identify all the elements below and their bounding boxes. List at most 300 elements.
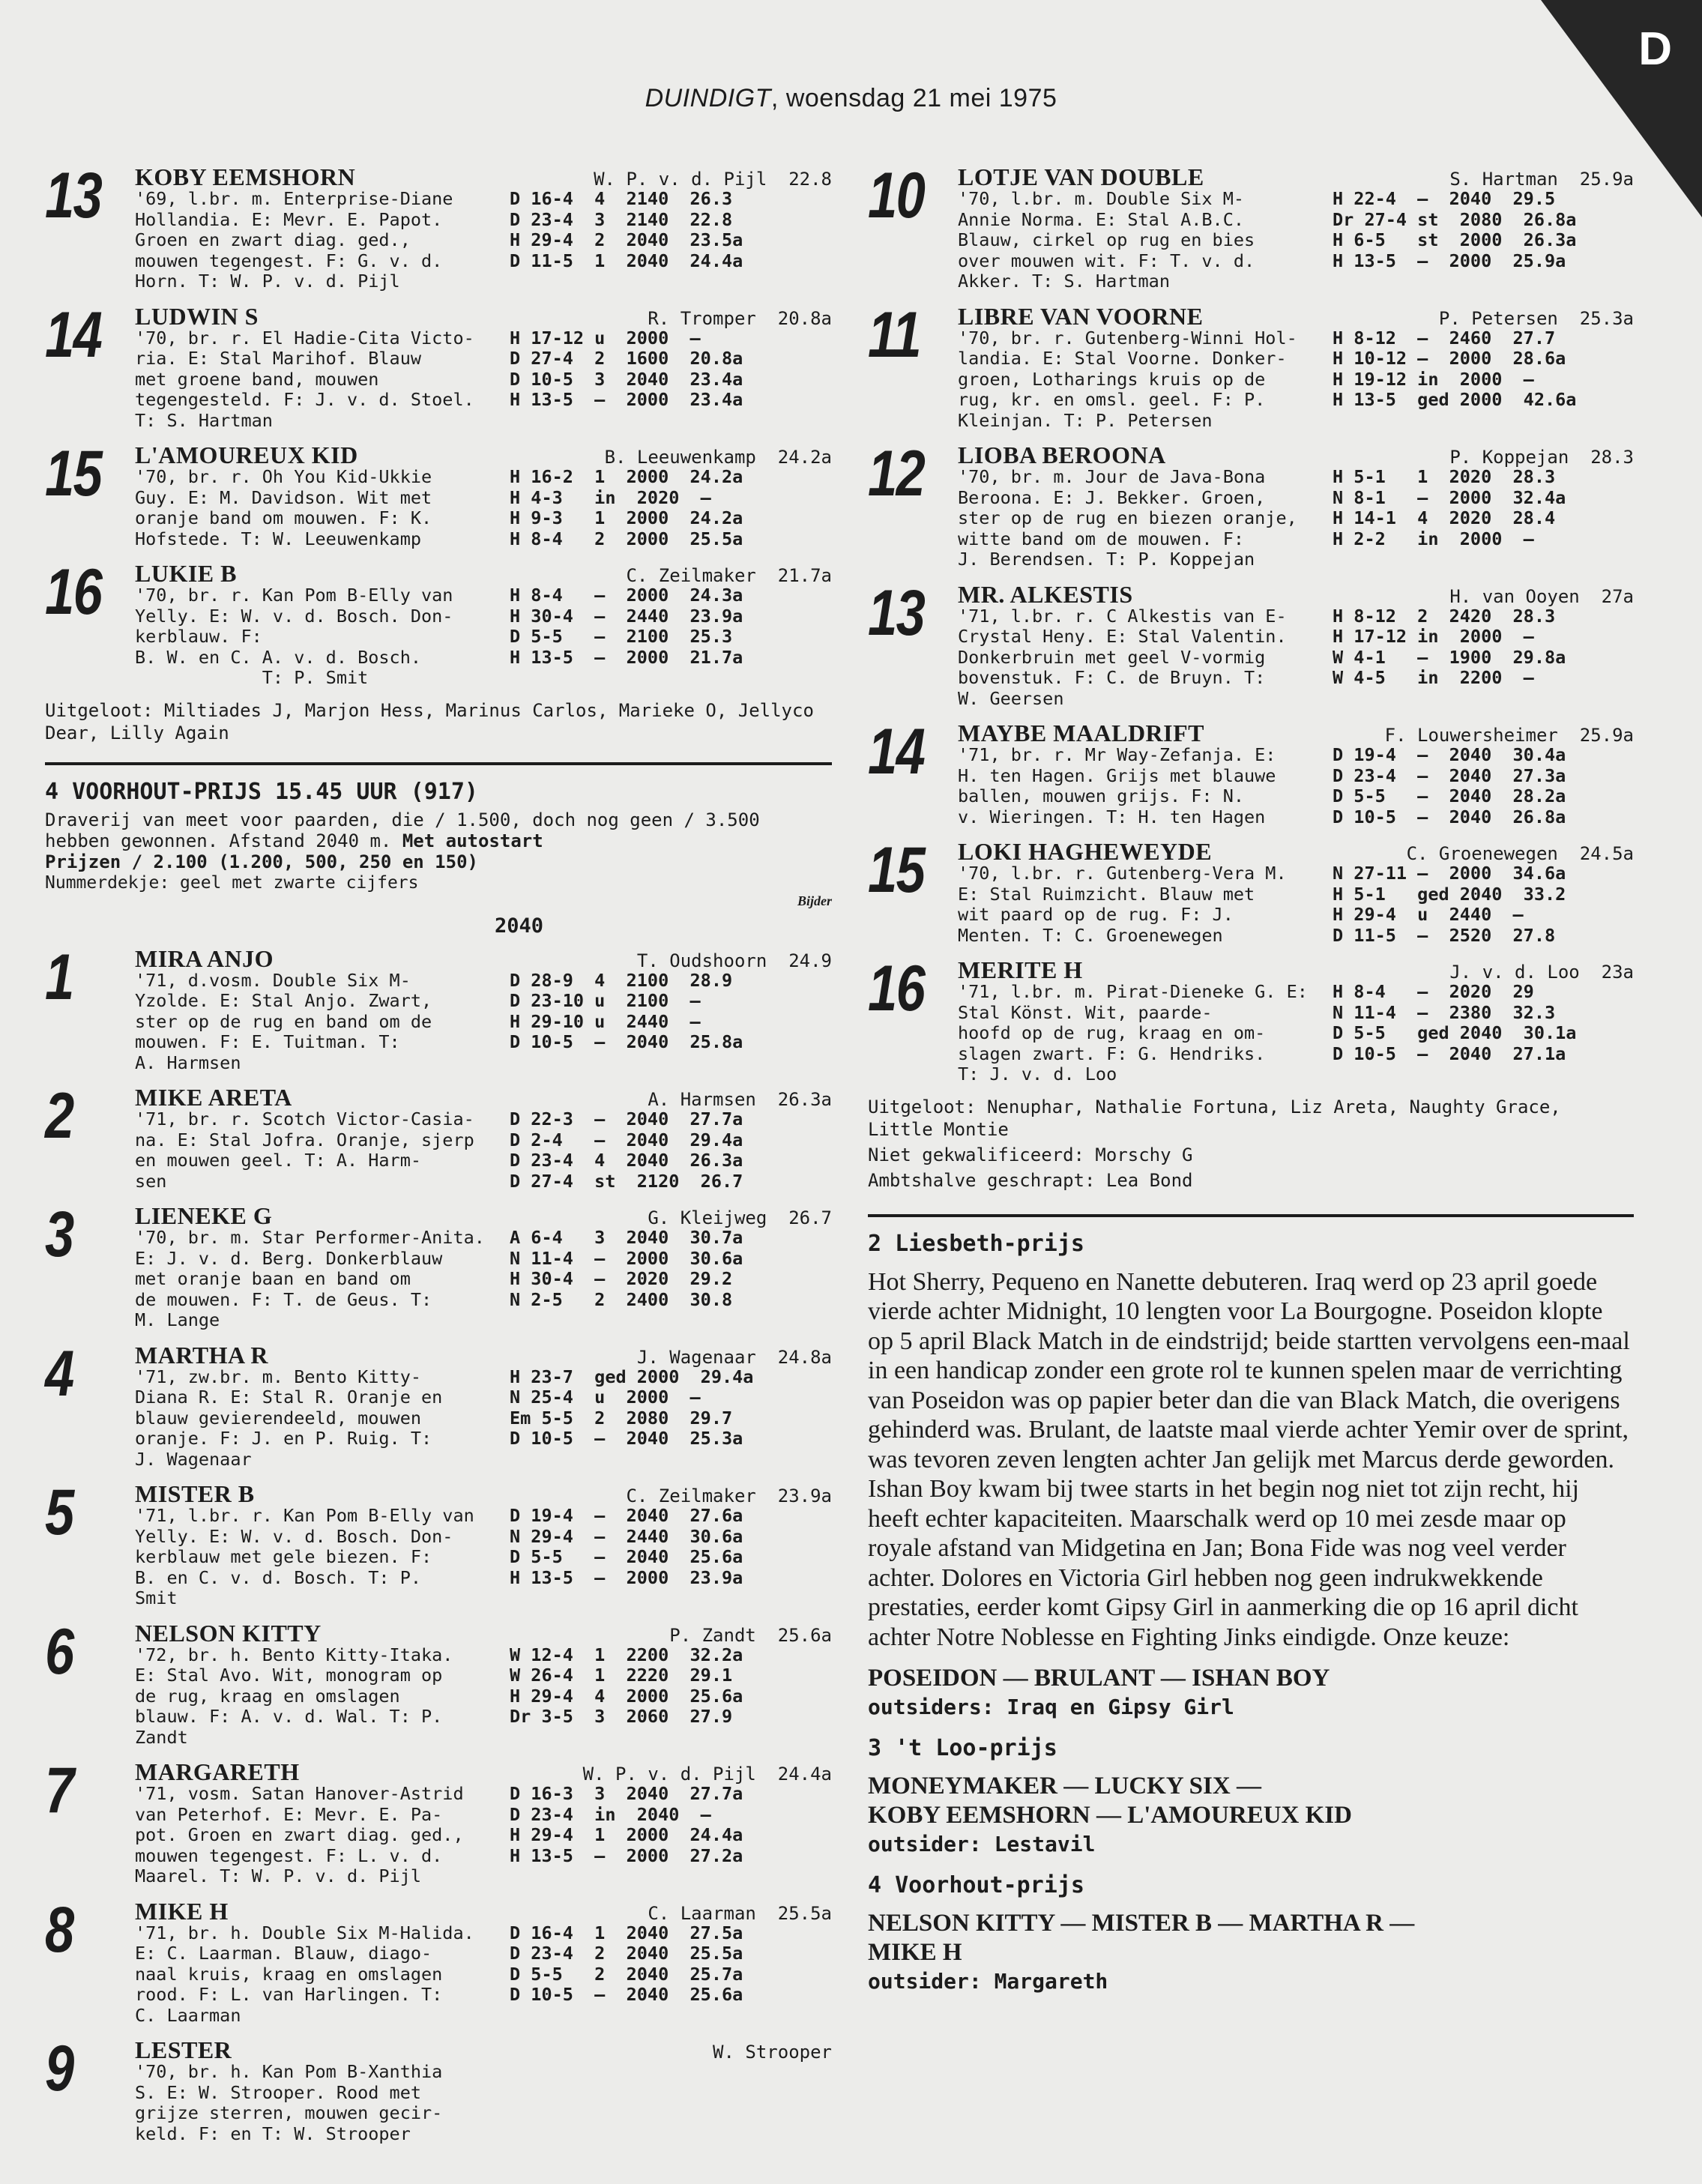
result-line: H 29-4 1 2000 24.4a <box>510 1824 743 1845</box>
result-line: D 23-4 in 2040 — <box>510 1803 711 1825</box>
result-line: H 29-4 u 2440 — <box>1333 904 1524 925</box>
horse-name: LIENEKE G <box>135 1202 273 1229</box>
result-line: D 23-10 u 2100 — <box>510 990 701 1011</box>
driver-record: R. Tromper 20.8a <box>648 307 832 329</box>
preview4-heading: 4 Voorhout-prijs <box>868 1872 1084 1898</box>
result-line: H 8-4 — 2000 24.3a <box>510 585 743 606</box>
description-line: witte band om de mouwen. F: <box>958 528 1245 549</box>
result-line: H 23-7 ged 2000 29.4a <box>510 1366 754 1387</box>
result-line: H 29-4 2 2040 23.5a <box>510 229 743 250</box>
description-line: Yzolde. E: Stal Anjo. Zwart, <box>135 990 432 1011</box>
horse-name: LESTER <box>135 2036 232 2063</box>
result-line: D 19-4 — 2040 30.4a <box>1333 745 1566 765</box>
horse-description <box>135 328 510 432</box>
result-line <box>510 1588 832 1609</box>
entry-body <box>135 585 832 689</box>
horse-description <box>135 189 510 292</box>
recent-results <box>510 189 832 292</box>
result-line: W 26-4 1 2220 29.1 <box>510 1665 733 1686</box>
description-line: Crystal Heny. E: Stal Valentin. <box>958 626 1287 647</box>
horse-entry <box>45 1615 832 1749</box>
recent-results <box>510 585 832 689</box>
horse-description <box>958 606 1333 710</box>
entry-header <box>135 163 832 189</box>
result-line <box>510 2124 832 2145</box>
result-line: D 16-4 1 2040 27.5a <box>510 1922 743 1943</box>
start-number: 14 <box>868 716 925 788</box>
description-line: Kleinjan. T: P. Petersen <box>958 409 1213 431</box>
description-line: mouwen tegengest. F: L. v. d. <box>135 1844 443 1866</box>
start-number: 9 <box>45 2033 73 2105</box>
description-line: '71, br. r. Mr Way-Zefanja. E: <box>958 745 1276 765</box>
result-line: D 22-3 — 2040 27.7a <box>510 1109 743 1129</box>
horse-description <box>958 467 1333 570</box>
horse-description <box>135 1645 510 1749</box>
start-number: 11 <box>868 298 920 371</box>
driver-record: W. P. v. d. Pijl 24.4a <box>582 1764 832 1785</box>
result-line: H 9-3 1 2000 24.2a <box>510 507 743 528</box>
horse-description <box>135 1784 510 1887</box>
driver-record: S. Hartman 25.9a <box>1449 169 1634 190</box>
description-line: W. Geersen <box>958 687 1064 709</box>
description-line: '70, br. r. El Hadie-Cita Victo- <box>135 328 474 349</box>
description-line: T: P. Smit <box>135 667 369 688</box>
entry-body <box>135 189 832 292</box>
description-line: mouwen. F: E. Tuitman. T: <box>135 1031 400 1052</box>
result-line <box>1333 689 1634 710</box>
entry-header <box>958 163 1634 189</box>
result-line: D 23-4 — 2040 27.3a <box>1333 764 1566 786</box>
description-line: naal kruis, kraag en omslagen <box>135 1963 443 1985</box>
entry-body <box>135 971 832 1074</box>
description-line: Hofstede. T: W. Leeuwenkamp <box>135 528 422 549</box>
description-line: en mouwen geel. T: A. Harm- <box>135 1150 422 1171</box>
result-line <box>510 271 832 292</box>
description-line: Akker. T: S. Hartman <box>958 271 1170 292</box>
description-line: C. Laarman <box>135 2004 241 2026</box>
description-line: blauw gevierendeeld, mouwen <box>135 1407 422 1429</box>
masthead <box>0 84 1702 113</box>
result-line: H 13-5 — 2000 21.7a <box>510 646 743 668</box>
description-line: S. E: W. Strooper. Rood met <box>135 2081 422 2103</box>
result-line: Dr 3-5 3 2060 27.9 <box>510 1706 733 1727</box>
horse-description <box>135 1228 510 1331</box>
start-number: 2 <box>45 1080 73 1152</box>
entry-body <box>135 1506 832 1609</box>
race4-autostart: Met autostart <box>402 830 543 851</box>
description-line: Yelly. E: W. v. d. Bosch. Don- <box>135 1525 453 1547</box>
description-line: Donkerbruin met geel V-vormig <box>958 646 1266 668</box>
description-line: ria. E: Stal Marihof. Blauw <box>135 348 422 369</box>
result-line: H 8-4 2 2000 25.5a <box>510 528 743 549</box>
result-line <box>510 1310 832 1331</box>
description-line: Yelly. E: W. v. d. Bosch. Don- <box>135 605 453 627</box>
description-line: J. Wagenaar <box>135 1448 252 1470</box>
result-line: H 13-5 — 2000 23.9a <box>510 1566 743 1588</box>
driver-record: C. Zeilmaker 23.9a <box>626 1485 832 1506</box>
driver-record: B. Leeuwenkamp 24.2a <box>604 447 832 468</box>
section-divider <box>868 1214 1634 1217</box>
result-line: D 11-5 1 2040 24.4a <box>510 250 743 271</box>
description-line: na. E: Stal Jofra. Oranje, sjerp <box>135 1129 474 1150</box>
description-line: oranje band om mouwen. F: K. <box>135 507 432 528</box>
result-line: W 12-4 1 2200 32.2a <box>510 1644 743 1665</box>
horse-name: MIRA ANJO <box>135 944 274 972</box>
result-line: D 5-5 — 2100 25.3 <box>510 626 733 647</box>
entry-body <box>135 1228 832 1331</box>
description-line: '70, br. r. Oh You Kid-Ukkie <box>135 467 432 487</box>
section-letter: D <box>1638 23 1672 75</box>
horse-description <box>958 982 1333 1085</box>
result-line: D 16-4 4 2140 26.3 <box>510 189 733 209</box>
description-line: slagen zwart. F: G. Hendriks. <box>958 1043 1266 1064</box>
recent-results <box>510 971 832 1074</box>
description-line: Horn. T: W. P. v. d. Pijl <box>135 271 400 292</box>
driver-record: C. Zeilmaker 21.7a <box>626 565 832 586</box>
entry-header <box>958 956 1634 982</box>
preview3-heading: 3 't Loo-prijs <box>868 1735 1057 1761</box>
horse-entry <box>868 834 1634 946</box>
left-column <box>45 160 832 2155</box>
scratched: Ambtshalve geschrapt: Lea Bond <box>868 1169 1193 1191</box>
description-line: over mouwen wit. F: T. v. d. <box>958 250 1255 271</box>
description-line: rood. F: L. van Harlingen. T: <box>135 1984 443 2005</box>
horse-entry <box>868 576 1634 710</box>
recent-results <box>510 328 832 432</box>
driver-record: J. v. d. Loo 23a <box>1449 962 1634 983</box>
result-line <box>510 411 832 432</box>
driver-record: A. Harmsen 26.3a <box>648 1089 832 1110</box>
description-line: '72, br. h. Bento Kitty-Itaka. <box>135 1644 453 1665</box>
horse-name: NELSON KITTY <box>135 1619 322 1647</box>
race4-conditions <box>45 809 832 851</box>
preview3-pick-line1: MONEYMAKER — LUCKY SIX — <box>868 1773 1261 1800</box>
horse-name: MR. ALKESTIS <box>958 580 1133 608</box>
preview2-outsider: outsiders: Iraq en Gipsy Girl <box>868 1695 1234 1719</box>
result-line <box>510 2083 832 2104</box>
recent-results <box>510 1784 832 1887</box>
description-line: Diana R. E: Stal R. Oranje en <box>135 1387 443 1408</box>
result-line: N 27-11 — 2000 34.6a <box>1333 863 1566 884</box>
horse-entry <box>45 298 832 432</box>
race4-conditions-text: Draverij van meet voor paarden, die / 1.500, doch nog geen / 3.500 hebben gewonnen. Afstand 2040 m. <box>45 809 760 851</box>
recent-results <box>510 467 832 549</box>
result-line: N 8-1 — 2000 32.4a <box>1333 486 1566 508</box>
result-line: D 28-9 4 2100 28.9 <box>510 970 733 991</box>
description-line: '71, l.br. m. Pirat-Dieneke G. E: <box>958 982 1308 1002</box>
driver-record: P. Koppejan 28.3 <box>1449 447 1634 468</box>
section-divider <box>45 762 832 765</box>
description-line: ster op de rug en band om de <box>135 1010 432 1032</box>
entry-header <box>135 1202 832 1228</box>
description-line: Beroona. E: J. Bekker. Groen, <box>958 486 1266 508</box>
description-line: E: C. Laarman. Blauw, diago- <box>135 1943 432 1964</box>
horse-entry <box>868 953 1634 1085</box>
start-number: 13 <box>45 160 102 232</box>
horse-entry <box>45 1198 832 1331</box>
description-line: '70, br. r. Gutenberg-Winni Hol- <box>958 328 1297 349</box>
horse-entry <box>868 160 1634 292</box>
start-number: 15 <box>45 438 102 510</box>
horse-name: LIBRE VAN VOORNE <box>958 302 1204 330</box>
result-line: H 13-5 ged 2000 42.6a <box>1333 389 1577 410</box>
driver-record: J. Wagenaar 24.8a <box>636 1346 832 1368</box>
description-line: Stal Könst. Wit, paarde- <box>958 1001 1213 1023</box>
start-number: 1 <box>45 941 73 1013</box>
description-line: blauw. F: A. v. d. Wal. T: P. <box>135 1706 443 1727</box>
start-number: 4 <box>45 1337 73 1410</box>
entry-body <box>958 328 1634 432</box>
entry-header <box>135 441 832 467</box>
horse-description <box>135 1109 510 1192</box>
horse-description <box>135 1923 510 2027</box>
description-line: Menten. T: C. Groenewegen <box>958 924 1223 946</box>
description-line: Blauw, cirkel op rug en bies <box>958 229 1255 250</box>
start-number: 5 <box>45 1476 73 1548</box>
description-line: met groene band, mouwen <box>135 368 379 390</box>
result-line: H 13-5 — 2000 25.9a <box>1333 250 1566 271</box>
start-number: 12 <box>868 438 925 510</box>
race4-prizes: Prijzen / 2.100 (1.200, 500, 250 en 150) <box>45 851 478 872</box>
description-line: Maarel. T: W. P. v. d. Pijl <box>135 1865 422 1886</box>
description-line: '71, d.vosm. Double Six M- <box>135 970 411 991</box>
driver-record: H. van Ooyen 27a <box>1449 585 1634 607</box>
result-line: Dr 27-4 st 2080 26.8a <box>1333 208 1577 230</box>
horse-entry <box>868 298 1634 432</box>
description-line: '70, br. m. Jour de Java-Bona <box>958 467 1266 487</box>
entry-body <box>958 863 1634 946</box>
description-line: kerblauw. F: <box>135 626 262 647</box>
description-line: keld. F: en T: W. Strooper <box>135 2123 411 2144</box>
entry-header <box>135 1342 832 1367</box>
description-line: E: J. v. d. Berg. Donkerblauw <box>135 1247 443 1269</box>
entry-body <box>135 1109 832 1192</box>
result-line <box>510 2006 832 2027</box>
result-line: H 16-2 1 2000 24.2a <box>510 467 743 487</box>
horse-name: MIKE H <box>135 1897 229 1925</box>
horse-name: MISTER B <box>135 1480 255 1507</box>
result-line: N 11-4 — 2000 30.6a <box>510 1247 743 1269</box>
result-line: H 8-12 2 2420 28.3 <box>1333 606 1556 627</box>
masthead-date: , woensdag 21 mei 1975 <box>770 84 1057 112</box>
start-number: 8 <box>45 1893 73 1966</box>
result-line: D 10-5 — 2040 25.3a <box>510 1428 743 1449</box>
result-line: D 10-5 — 2040 25.6a <box>510 1984 743 2005</box>
race3-entries-continued <box>868 160 1634 1085</box>
horse-description <box>135 585 510 689</box>
horse-description <box>135 467 510 549</box>
description-line: '70, l.br. r. Gutenberg-Vera M. <box>958 863 1287 884</box>
description-line: '70, br. m. Star Performer-Anita. <box>135 1228 485 1248</box>
result-line: H 8-4 — 2020 29 <box>1333 982 1534 1002</box>
result-line: N 25-4 u 2000 — <box>510 1387 701 1408</box>
description-line: '69, l.br. m. Enterprise-Diane <box>135 189 453 209</box>
driver-record: P. Petersen 25.3a <box>1438 307 1634 329</box>
description-line: '70, l.br. m. Double Six M- <box>958 189 1245 209</box>
horse-description <box>135 971 510 1074</box>
description-line: wit paard op de rug. F: J. <box>958 904 1234 925</box>
horse-description <box>958 745 1333 827</box>
horse-entry <box>868 438 1634 570</box>
result-line: H 19-12 in 2000 — <box>1333 368 1534 390</box>
horse-entry <box>868 716 1634 827</box>
entry-header <box>958 581 1634 606</box>
result-line <box>510 1866 832 1887</box>
horse-name: LUDWIN S <box>135 302 259 330</box>
horse-name: MARTHA R <box>135 1341 268 1369</box>
description-line: mouwen tegengest. F: G. v. d. <box>135 250 443 271</box>
result-line: H 8-12 — 2460 27.7 <box>1333 328 1556 349</box>
result-line <box>510 2103 832 2124</box>
driver-record: P. Zandt 25.6a <box>669 1624 832 1646</box>
recent-results <box>510 1506 832 1609</box>
horse-entry <box>45 556 832 689</box>
description-line: Smit <box>135 1587 178 1608</box>
right-column <box>868 160 1634 2009</box>
description-line: M. Lange <box>135 1309 220 1330</box>
preview4-outsider: outsider: Margareth <box>868 1969 1108 1994</box>
result-line <box>1333 411 1634 432</box>
horse-name: LIOBA BEROONA <box>958 441 1166 468</box>
entry-body <box>135 2062 832 2144</box>
entry-header <box>958 838 1634 863</box>
result-line: N 11-4 — 2380 32.3 <box>1333 1001 1556 1023</box>
result-line: H 29-4 4 2000 25.6a <box>510 1685 743 1707</box>
result-line: D 10-5 — 2040 26.8a <box>1333 806 1566 827</box>
description-line: rug, kr. en omsl. geel. F: P. <box>958 389 1266 410</box>
horse-name: LUKIE B <box>135 560 237 587</box>
description-line: Annie Norma. E: Stal A.B.C. <box>958 208 1245 230</box>
result-line: Em 5-5 2 2080 29.7 <box>510 1407 733 1429</box>
horse-name: L'AMOUREUX KID <box>135 441 358 468</box>
entry-body <box>958 745 1634 827</box>
start-number: 10 <box>868 160 925 232</box>
description-line: '70, br. r. Kan Pom B-Elly van <box>135 585 453 606</box>
description-line: bovenstuk. F: C. de Bruyn. T: <box>958 667 1266 688</box>
result-line <box>1333 271 1634 292</box>
result-line: D 5-5 — 2040 28.2a <box>1333 785 1566 806</box>
recent-results <box>510 1367 832 1470</box>
description-line: '71, zw.br. m. Bento Kitty- <box>135 1366 422 1387</box>
result-line: H 6-5 st 2000 26.3a <box>1333 229 1577 250</box>
description-line: '71, br. r. Scotch Victor-Casia- <box>135 1109 474 1129</box>
result-line: D 23-4 4 2040 26.3a <box>510 1150 743 1171</box>
result-line: H 13-5 — 2000 27.2a <box>510 1844 743 1866</box>
horse-entry <box>45 160 832 292</box>
preview2-heading: 2 Liesbeth-prijs <box>868 1230 1084 1257</box>
race4-number-cloth: Nummerdekje: geel met zwarte cijfers <box>45 872 419 893</box>
description-line: T: S. Hartman <box>135 409 273 431</box>
entry-body <box>958 189 1634 292</box>
result-line <box>510 2062 832 2083</box>
horse-entry <box>45 1755 832 1887</box>
result-line <box>510 1450 832 1470</box>
description-line: oranje. F: J. en P. Ruig. T: <box>135 1428 432 1449</box>
entry-header <box>135 1898 832 1923</box>
result-line: D 23-4 3 2140 22.8 <box>510 208 733 230</box>
entry-header <box>958 720 1634 745</box>
result-line <box>1333 549 1634 570</box>
result-line: D 5-5 — 2040 25.6a <box>510 1546 743 1567</box>
result-line: H 17-12 u 2000 — <box>510 328 701 349</box>
description-line: B. en C. v. d. Bosch. T: P. <box>135 1566 422 1588</box>
description-line: kerblauw met gele biezen. F: <box>135 1546 432 1567</box>
result-line: H 17-12 in 2000 — <box>1333 626 1534 647</box>
entry-header <box>135 1084 832 1109</box>
result-line <box>510 668 832 689</box>
entry-body <box>135 1923 832 2027</box>
horse-description <box>958 328 1333 432</box>
description-line: groen, Lotharings kruis op de <box>958 368 1266 390</box>
horse-name: LOTJE VAN DOUBLE <box>958 163 1204 190</box>
result-line: D 27-4 2 1600 20.8a <box>510 348 743 369</box>
result-line <box>510 1053 832 1074</box>
recent-results <box>510 1645 832 1749</box>
entry-header <box>135 2036 832 2062</box>
description-line: ster op de rug en biezen oranje, <box>958 507 1297 528</box>
result-line: D 11-5 — 2520 27.8 <box>1333 924 1556 946</box>
result-line: H 22-4 — 2040 29.5 <box>1333 189 1556 209</box>
preview4-pick-line1: NELSON KITTY — MISTER B — MARTHA R — <box>868 1910 1415 1937</box>
entry-header <box>958 303 1634 328</box>
result-line: D 10-5 3 2040 23.4a <box>510 368 743 390</box>
result-line: D 2-4 — 2040 29.4a <box>510 1129 743 1150</box>
driver-record: T. Oudshoorn 24.9 <box>636 950 832 971</box>
entry-header <box>135 560 832 585</box>
start-number: 15 <box>868 834 925 906</box>
race3-entries <box>45 160 832 689</box>
result-line: H 5-1 ged 2040 33.2 <box>1333 883 1566 905</box>
description-line: Guy. E: M. Davidson. Wit met <box>135 486 432 508</box>
start-number: 6 <box>45 1615 73 1688</box>
horse-entry <box>45 1080 832 1192</box>
horse-entry <box>45 2033 832 2144</box>
result-line: D 23-4 2 2040 25.5a <box>510 1943 743 1964</box>
driver-record: C. Laarman 25.5a <box>648 1902 832 1924</box>
result-line: W 4-1 — 1900 29.8a <box>1333 646 1566 668</box>
recent-results <box>1333 982 1634 1085</box>
masthead-brand: DUINDIGT <box>645 84 771 112</box>
result-line: W 4-5 in 2200 — <box>1333 667 1534 688</box>
description-line: A. Harmsen <box>135 1052 241 1073</box>
result-line: D 10-5 — 2040 25.8a <box>510 1031 743 1052</box>
description-line: sen <box>135 1170 167 1192</box>
recent-results <box>1333 328 1634 432</box>
entry-body <box>135 328 832 432</box>
description-line: met oranje baan en band om <box>135 1268 411 1289</box>
description-line: pot. Groen en zwart diag. ged., <box>135 1824 464 1845</box>
not-qualified: Niet gekwalificeerd: Morschy G <box>868 1144 1193 1165</box>
description-line: de mouwen. F: T. de Geus. T: <box>135 1288 432 1310</box>
description-line: '70, br. h. Kan Pom B-Xanthia <box>135 2062 443 2082</box>
entry-body <box>135 467 832 549</box>
horse-entry <box>45 438 832 549</box>
description-line: tegengesteld. F: J. v. d. Stoel. <box>135 389 474 410</box>
start-number: 3 <box>45 1198 73 1270</box>
result-line: D 27-4 st 2120 26.7 <box>510 1170 743 1192</box>
result-line: H 14-1 4 2020 28.4 <box>1333 507 1556 528</box>
driver-record: C. Groenewegen 24.5a <box>1406 843 1634 864</box>
result-line: D 16-3 3 2040 27.7a <box>510 1784 743 1804</box>
horse-description <box>958 189 1333 292</box>
result-line: H 10-12 — 2000 28.6a <box>1333 348 1566 369</box>
race4-title: 4 VOORHOUT-PRIJS 15.45 UUR (917) <box>45 778 478 805</box>
horse-entry <box>45 941 832 1074</box>
horse-name: LOKI HAGHEWEYDE <box>958 838 1213 865</box>
result-line: H 5-1 1 2020 28.3 <box>1333 467 1556 487</box>
horse-name: MARGARETH <box>135 1758 300 1785</box>
result-line: H 30-4 — 2020 29.2 <box>510 1268 733 1289</box>
